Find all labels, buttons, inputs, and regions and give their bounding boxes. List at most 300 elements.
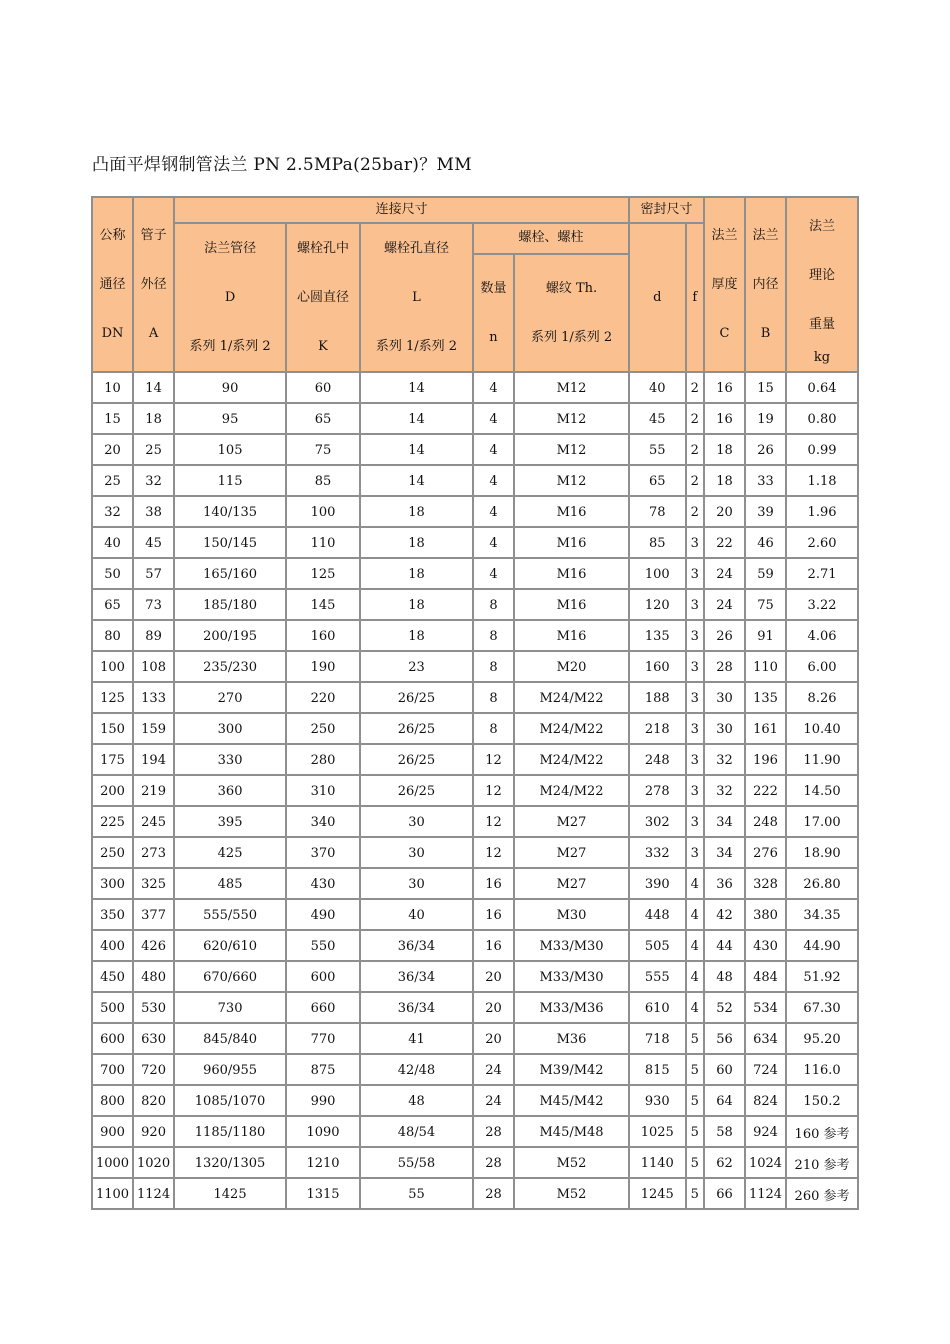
- cell-seal-d: 718: [630, 1024, 684, 1053]
- cell-seal-d: 390: [630, 869, 684, 898]
- table-body: [93, 373, 857, 1208]
- cell-seal-d: 248: [630, 745, 684, 774]
- cell-seal-d: 555: [630, 962, 684, 991]
- cell-pipe-od: 73: [134, 590, 173, 619]
- cell-bolt-circle: 250: [287, 714, 359, 743]
- cell-bore: 380: [746, 900, 785, 929]
- cell-thickness: 26: [705, 621, 744, 650]
- table-row: [93, 1179, 857, 1208]
- cell-pipe-od: 45: [134, 528, 173, 557]
- cell-flange-od: 270: [175, 683, 285, 712]
- cell-bolt-hole: 14: [361, 373, 472, 402]
- cell-weight: 2.71: [787, 559, 857, 588]
- cell-flange-od: 845/840: [175, 1024, 285, 1053]
- cell-flange-od: 425: [175, 838, 285, 867]
- header-bolt-hole: 螺栓孔直径 L 系列 1/系列 2: [361, 224, 472, 371]
- cell-thickness: 56: [705, 1024, 744, 1053]
- table-row: [93, 838, 857, 867]
- cell-bore: 534: [746, 993, 785, 1022]
- cell-bolt-qty: 20: [474, 1024, 513, 1053]
- cell-bolt-qty: 16: [474, 900, 513, 929]
- cell-dn: 175: [93, 745, 132, 774]
- cell-weight: 17.00: [787, 807, 857, 836]
- cell-dn: 450: [93, 962, 132, 991]
- header-flange-od: 法兰管径 D 系列 1/系列 2: [175, 224, 285, 371]
- cell-pipe-od: 133: [134, 683, 173, 712]
- cell-dn: 500: [93, 993, 132, 1022]
- header-bolt-qty: 数量 n: [474, 255, 513, 371]
- table-row: [93, 931, 857, 960]
- cell-seal-f: 2: [687, 497, 703, 526]
- cell-bolt-circle: 1090: [287, 1117, 359, 1146]
- cell-pipe-od: 159: [134, 714, 173, 743]
- document-title: 凸面平焊钢制管法兰 PN 2.5MPa(25bar)？MM: [92, 155, 472, 175]
- cell-thread: M16: [515, 528, 628, 557]
- cell-flange-od: 1425: [175, 1179, 285, 1208]
- cell-bore: 110: [746, 652, 785, 681]
- cell-seal-d: 120: [630, 590, 684, 619]
- table-row: [93, 559, 857, 588]
- cell-seal-d: 218: [630, 714, 684, 743]
- cell-bolt-qty: 28: [474, 1179, 513, 1208]
- cell-thickness: 24: [705, 559, 744, 588]
- cell-bolt-hole: 36/34: [361, 931, 472, 960]
- cell-dn: 700: [93, 1055, 132, 1084]
- cell-bore: 222: [746, 776, 785, 805]
- cell-bore: 484: [746, 962, 785, 991]
- cell-flange-od: 620/610: [175, 931, 285, 960]
- cell-pipe-od: 18: [134, 404, 173, 433]
- cell-seal-f: 3: [687, 745, 703, 774]
- table-row: [93, 1148, 857, 1177]
- cell-dn: 250: [93, 838, 132, 867]
- cell-thickness: 36: [705, 869, 744, 898]
- cell-pipe-od: 630: [134, 1024, 173, 1053]
- cell-thickness: 24: [705, 590, 744, 619]
- cell-bore: 59: [746, 559, 785, 588]
- cell-bolt-qty: 8: [474, 683, 513, 712]
- cell-bolt-qty: 4: [474, 466, 513, 495]
- cell-seal-f: 2: [687, 435, 703, 464]
- cell-seal-f: 3: [687, 807, 703, 836]
- cell-thickness: 64: [705, 1086, 744, 1115]
- cell-bolt-qty: 4: [474, 559, 513, 588]
- cell-thread: M27: [515, 869, 628, 898]
- cell-thickness: 16: [705, 404, 744, 433]
- cell-bolt-circle: 85: [287, 466, 359, 495]
- cell-weight: 26.80: [787, 869, 857, 898]
- cell-seal-f: 2: [687, 466, 703, 495]
- cell-seal-d: 40: [630, 373, 684, 402]
- cell-bolt-circle: 990: [287, 1086, 359, 1115]
- cell-seal-d: 135: [630, 621, 684, 650]
- cell-bolt-hole: 18: [361, 528, 472, 557]
- cell-bolt-circle: 770: [287, 1024, 359, 1053]
- cell-bolt-hole: 23: [361, 652, 472, 681]
- cell-bore: 39: [746, 497, 785, 526]
- cell-flange-od: 90: [175, 373, 285, 402]
- cell-bolt-hole: 30: [361, 838, 472, 867]
- cell-bore: 19: [746, 404, 785, 433]
- table-row: [93, 435, 857, 464]
- cell-seal-d: 100: [630, 559, 684, 588]
- cell-seal-d: 815: [630, 1055, 684, 1084]
- cell-bolt-circle: 310: [287, 776, 359, 805]
- cell-bore: 33: [746, 466, 785, 495]
- cell-bolt-hole: 36/34: [361, 993, 472, 1022]
- cell-thread: M16: [515, 497, 628, 526]
- cell-flange-od: 115: [175, 466, 285, 495]
- cell-thread: M12: [515, 404, 628, 433]
- cell-thickness: 32: [705, 745, 744, 774]
- cell-bolt-qty: 28: [474, 1148, 513, 1177]
- table-row: [93, 1086, 857, 1115]
- table-row: [93, 683, 857, 712]
- cell-bore: 724: [746, 1055, 785, 1084]
- cell-bolt-qty: 12: [474, 807, 513, 836]
- cell-seal-f: 2: [687, 404, 703, 433]
- cell-flange-od: 730: [175, 993, 285, 1022]
- cell-pipe-od: 530: [134, 993, 173, 1022]
- cell-dn: 25: [93, 466, 132, 495]
- cell-dn: 150: [93, 714, 132, 743]
- cell-seal-d: 505: [630, 931, 684, 960]
- cell-thread: M24/M22: [515, 683, 628, 712]
- cell-thread: M52: [515, 1179, 628, 1208]
- cell-thread: M33/M30: [515, 962, 628, 991]
- cell-pipe-od: 38: [134, 497, 173, 526]
- cell-bolt-hole: 26/25: [361, 714, 472, 743]
- cell-bore: 26: [746, 435, 785, 464]
- cell-dn: 1000: [93, 1148, 132, 1177]
- table-row: [93, 869, 857, 898]
- cell-weight: 116.0: [787, 1055, 857, 1084]
- cell-dn: 600: [93, 1024, 132, 1053]
- cell-weight: 210 参考: [787, 1148, 857, 1177]
- cell-flange-od: 150/145: [175, 528, 285, 557]
- cell-bolt-qty: 24: [474, 1086, 513, 1115]
- cell-bolt-circle: 875: [287, 1055, 359, 1084]
- cell-bolt-circle: 220: [287, 683, 359, 712]
- cell-bore: 15: [746, 373, 785, 402]
- cell-seal-f: 3: [687, 528, 703, 557]
- cell-bolt-hole: 55: [361, 1179, 472, 1208]
- cell-dn: 50: [93, 559, 132, 588]
- cell-bolt-hole: 42/48: [361, 1055, 472, 1084]
- cell-seal-f: 3: [687, 559, 703, 588]
- cell-bolt-qty: 8: [474, 652, 513, 681]
- cell-bolt-circle: 160: [287, 621, 359, 650]
- cell-flange-od: 140/135: [175, 497, 285, 526]
- cell-seal-f: 3: [687, 714, 703, 743]
- cell-bolt-hole: 30: [361, 869, 472, 898]
- cell-seal-f: 3: [687, 652, 703, 681]
- cell-bolt-circle: 1210: [287, 1148, 359, 1177]
- cell-dn: 20: [93, 435, 132, 464]
- cell-bolt-hole: 30: [361, 807, 472, 836]
- cell-thread: M27: [515, 838, 628, 867]
- cell-weight: 67.30: [787, 993, 857, 1022]
- header-flange-bore: 法兰 内径 B: [746, 198, 785, 371]
- header-connection-dims: 连接尺寸: [175, 198, 628, 222]
- cell-weight: 1.96: [787, 497, 857, 526]
- cell-bolt-qty: 8: [474, 621, 513, 650]
- cell-seal-d: 160: [630, 652, 684, 681]
- cell-pipe-od: 273: [134, 838, 173, 867]
- table-row: [93, 900, 857, 929]
- cell-thread: M16: [515, 559, 628, 588]
- cell-dn: 1100: [93, 1179, 132, 1208]
- header-bolt-circle: 螺栓孔中 心圆直径 K: [287, 224, 359, 371]
- cell-bolt-hole: 48: [361, 1086, 472, 1115]
- cell-bolt-circle: 75: [287, 435, 359, 464]
- table-row: [93, 497, 857, 526]
- cell-bolt-circle: 370: [287, 838, 359, 867]
- cell-weight: 0.99: [787, 435, 857, 464]
- cell-seal-f: 5: [687, 1117, 703, 1146]
- cell-dn: 125: [93, 683, 132, 712]
- cell-weight: 0.80: [787, 404, 857, 433]
- cell-thickness: 62: [705, 1148, 744, 1177]
- cell-bolt-hole: 41: [361, 1024, 472, 1053]
- cell-thickness: 52: [705, 993, 744, 1022]
- cell-bolt-qty: 4: [474, 404, 513, 433]
- cell-thread: M24/M22: [515, 714, 628, 743]
- cell-seal-d: 1025: [630, 1117, 684, 1146]
- cell-bolt-circle: 490: [287, 900, 359, 929]
- cell-seal-f: 2: [687, 373, 703, 402]
- cell-dn: 32: [93, 497, 132, 526]
- cell-dn: 350: [93, 900, 132, 929]
- cell-bore: 430: [746, 931, 785, 960]
- cell-thread: M36: [515, 1024, 628, 1053]
- cell-bolt-hole: 18: [361, 590, 472, 619]
- cell-thickness: 28: [705, 652, 744, 681]
- table-row: [93, 807, 857, 836]
- cell-bolt-qty: 28: [474, 1117, 513, 1146]
- cell-bolt-circle: 125: [287, 559, 359, 588]
- cell-bore: 91: [746, 621, 785, 650]
- header-flange-weight: 法兰 理论 重量 kg: [787, 198, 857, 371]
- cell-seal-f: 5: [687, 1024, 703, 1053]
- cell-seal-d: 1245: [630, 1179, 684, 1208]
- cell-dn: 65: [93, 590, 132, 619]
- cell-thickness: 42: [705, 900, 744, 929]
- cell-thickness: 58: [705, 1117, 744, 1146]
- cell-bolt-hole: 40: [361, 900, 472, 929]
- cell-bore: 824: [746, 1086, 785, 1115]
- cell-thickness: 60: [705, 1055, 744, 1084]
- cell-seal-d: 188: [630, 683, 684, 712]
- cell-weight: 10.40: [787, 714, 857, 743]
- cell-bore: 924: [746, 1117, 785, 1146]
- cell-bolt-qty: 20: [474, 993, 513, 1022]
- cell-thickness: 66: [705, 1179, 744, 1208]
- cell-seal-f: 4: [687, 900, 703, 929]
- cell-thread: M20: [515, 652, 628, 681]
- table-row: [93, 1055, 857, 1084]
- cell-seal-f: 4: [687, 962, 703, 991]
- cell-seal-d: 45: [630, 404, 684, 433]
- cell-bore: 75: [746, 590, 785, 619]
- cell-bolt-qty: 8: [474, 590, 513, 619]
- cell-bolt-circle: 600: [287, 962, 359, 991]
- cell-flange-od: 395: [175, 807, 285, 836]
- cell-bore: 1124: [746, 1179, 785, 1208]
- cell-pipe-od: 720: [134, 1055, 173, 1084]
- cell-seal-d: 65: [630, 466, 684, 495]
- cell-dn: 900: [93, 1117, 132, 1146]
- cell-weight: 95.20: [787, 1024, 857, 1053]
- cell-pipe-od: 108: [134, 652, 173, 681]
- cell-thickness: 20: [705, 497, 744, 526]
- cell-bolt-hole: 14: [361, 404, 472, 433]
- cell-bolt-circle: 660: [287, 993, 359, 1022]
- cell-seal-d: 78: [630, 497, 684, 526]
- cell-pipe-od: 14: [134, 373, 173, 402]
- cell-flange-od: 300: [175, 714, 285, 743]
- cell-bolt-qty: 24: [474, 1055, 513, 1084]
- cell-pipe-od: 426: [134, 931, 173, 960]
- cell-bolt-qty: 16: [474, 931, 513, 960]
- flange-dimension-table: [91, 196, 859, 1210]
- cell-pipe-od: 194: [134, 745, 173, 774]
- cell-weight: 14.50: [787, 776, 857, 805]
- cell-seal-d: 610: [630, 993, 684, 1022]
- cell-seal-f: 3: [687, 590, 703, 619]
- cell-weight: 44.90: [787, 931, 857, 960]
- cell-flange-od: 960/955: [175, 1055, 285, 1084]
- cell-bolt-circle: 100: [287, 497, 359, 526]
- cell-bolt-hole: 14: [361, 435, 472, 464]
- cell-bore: 46: [746, 528, 785, 557]
- cell-bolt-hole: 18: [361, 621, 472, 650]
- cell-pipe-od: 480: [134, 962, 173, 991]
- table-row: [93, 652, 857, 681]
- cell-seal-d: 448: [630, 900, 684, 929]
- header-bolt-thread: 螺纹 Th. 系列 1/系列 2: [515, 255, 628, 371]
- cell-thread: M16: [515, 621, 628, 650]
- cell-seal-f: 5: [687, 1055, 703, 1084]
- cell-dn: 80: [93, 621, 132, 650]
- cell-bore: 135: [746, 683, 785, 712]
- cell-thread: M33/M30: [515, 931, 628, 960]
- cell-flange-od: 165/160: [175, 559, 285, 588]
- header-pipe-od: 管子 外径 A: [134, 198, 173, 371]
- cell-weight: 3.22: [787, 590, 857, 619]
- cell-pipe-od: 1124: [134, 1179, 173, 1208]
- cell-seal-f: 3: [687, 683, 703, 712]
- cell-dn: 100: [93, 652, 132, 681]
- cell-flange-od: 360: [175, 776, 285, 805]
- table-row: [93, 621, 857, 650]
- cell-bolt-hole: 26/25: [361, 776, 472, 805]
- cell-bolt-circle: 110: [287, 528, 359, 557]
- cell-bolt-hole: 18: [361, 497, 472, 526]
- cell-thickness: 16: [705, 373, 744, 402]
- cell-seal-f: 5: [687, 1179, 703, 1208]
- header-seal-dims: 密封尺寸: [630, 198, 703, 222]
- cell-bolt-circle: 430: [287, 869, 359, 898]
- cell-flange-od: 1085/1070: [175, 1086, 285, 1115]
- cell-flange-od: 330: [175, 745, 285, 774]
- header-seal-f: f: [687, 224, 703, 371]
- cell-thickness: 30: [705, 714, 744, 743]
- cell-bolt-qty: 12: [474, 838, 513, 867]
- table-row: [93, 714, 857, 743]
- cell-bolt-hole: 36/34: [361, 962, 472, 991]
- cell-seal-d: 332: [630, 838, 684, 867]
- cell-thickness: 34: [705, 838, 744, 867]
- table-row: [93, 590, 857, 619]
- header-bolts-studs: 螺栓、螺柱: [474, 224, 628, 253]
- cell-dn: 225: [93, 807, 132, 836]
- cell-thread: M52: [515, 1148, 628, 1177]
- cell-bolt-hole: 26/25: [361, 745, 472, 774]
- cell-weight: 6.00: [787, 652, 857, 681]
- table-row: [93, 404, 857, 433]
- cell-thread: M33/M36: [515, 993, 628, 1022]
- cell-bolt-hole: 26/25: [361, 683, 472, 712]
- cell-bore: 634: [746, 1024, 785, 1053]
- cell-dn: 15: [93, 404, 132, 433]
- cell-bolt-qty: 8: [474, 714, 513, 743]
- cell-bolt-circle: 190: [287, 652, 359, 681]
- cell-pipe-od: 25: [134, 435, 173, 464]
- cell-seal-f: 4: [687, 931, 703, 960]
- cell-pipe-od: 245: [134, 807, 173, 836]
- header-nominal-diameter: 公称 通径 DN: [93, 198, 132, 371]
- cell-thickness: 22: [705, 528, 744, 557]
- cell-seal-f: 3: [687, 621, 703, 650]
- cell-bolt-circle: 280: [287, 745, 359, 774]
- cell-bolt-qty: 12: [474, 776, 513, 805]
- cell-thread: M24/M22: [515, 776, 628, 805]
- cell-weight: 2.60: [787, 528, 857, 557]
- cell-bolt-qty: 16: [474, 869, 513, 898]
- cell-pipe-od: 57: [134, 559, 173, 588]
- cell-thickness: 34: [705, 807, 744, 836]
- cell-flange-od: 555/550: [175, 900, 285, 929]
- cell-thickness: 18: [705, 435, 744, 464]
- table-row: [93, 993, 857, 1022]
- cell-seal-f: 3: [687, 838, 703, 867]
- cell-flange-od: 1185/1180: [175, 1117, 285, 1146]
- cell-flange-od: 185/180: [175, 590, 285, 619]
- cell-dn: 10: [93, 373, 132, 402]
- cell-weight: 34.35: [787, 900, 857, 929]
- cell-weight: 4.06: [787, 621, 857, 650]
- cell-pipe-od: 820: [134, 1086, 173, 1115]
- cell-bolt-circle: 65: [287, 404, 359, 433]
- cell-seal-d: 55: [630, 435, 684, 464]
- cell-bolt-circle: 1315: [287, 1179, 359, 1208]
- cell-bore: 161: [746, 714, 785, 743]
- cell-thread: M27: [515, 807, 628, 836]
- cell-weight: 8.26: [787, 683, 857, 712]
- cell-dn: 800: [93, 1086, 132, 1115]
- header-seal-d: d: [630, 224, 684, 371]
- cell-bolt-qty: 4: [474, 435, 513, 464]
- cell-seal-f: 5: [687, 1148, 703, 1177]
- cell-dn: 400: [93, 931, 132, 960]
- cell-seal-f: 3: [687, 776, 703, 805]
- cell-bore: 276: [746, 838, 785, 867]
- cell-bolt-hole: 55/58: [361, 1148, 472, 1177]
- cell-bore: 1024: [746, 1148, 785, 1177]
- cell-seal-f: 4: [687, 993, 703, 1022]
- cell-pipe-od: 1020: [134, 1148, 173, 1177]
